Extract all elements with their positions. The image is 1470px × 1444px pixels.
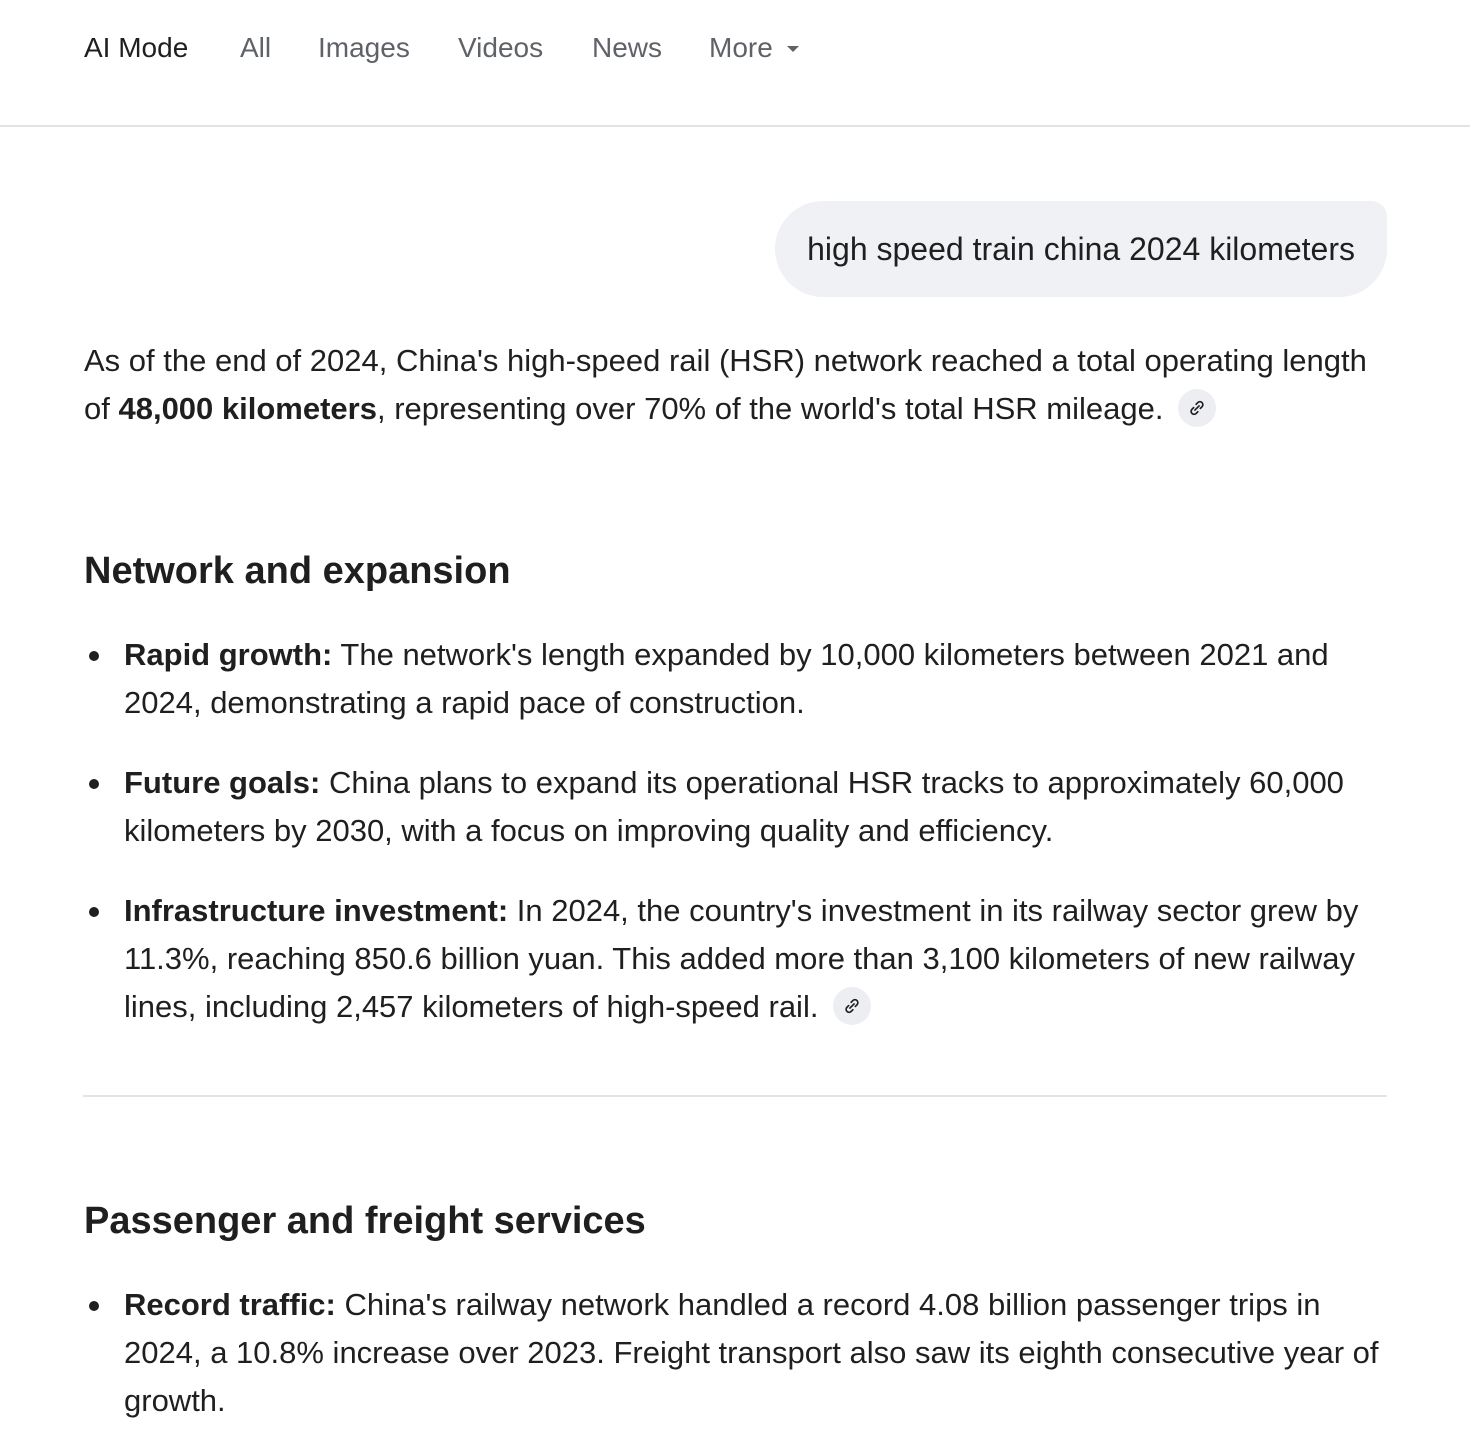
list-item: [84, 759, 1384, 855]
tab-news[interactable]: News: [592, 32, 663, 63]
section-heading: Network and expansion: [84, 550, 511, 592]
section-heading: Passenger and freight services: [84, 1200, 646, 1242]
source-link-button[interactable]: [1178, 389, 1216, 427]
list-item-label: Future goals:: [124, 765, 321, 800]
list-item: [84, 631, 1384, 727]
chevron-down-icon: [787, 46, 799, 52]
list-item-label: Rapid growth:: [124, 637, 333, 672]
tab-ai-mode[interactable]: AI Mode: [84, 32, 189, 63]
list-item-label: Record traffic:: [124, 1287, 336, 1322]
list-item: [84, 887, 1384, 1031]
list-item-text: In 2024, the country's investment in its railway sector grew by 11.3%, reaching 850.6 billion yuan. This added more than 3,100 kilometers of new railway lines, including 2,457 kilometers of high-speed rail.: [124, 893, 1359, 1024]
section-divider: [83, 1095, 1387, 1097]
list-item-text: China's railway network handled a record 4.08 billion passenger trips in 2024, a 10.8% increase over 2023. Freight transport also saw its eighth consecutive year of growth.: [124, 1287, 1379, 1418]
bullet-list: [84, 1281, 1384, 1444]
top-navigation: [0, 0, 1470, 127]
tab-more[interactable]: [709, 30, 799, 66]
list-item-text: China plans to expand its operational HSR tracks to approximately 60,000 kilometers by 2030, with a focus on improving quality and efficiency.: [124, 765, 1344, 848]
tab-images[interactable]: Images: [318, 32, 410, 63]
tab-more-label: More: [709, 32, 773, 63]
tab-videos[interactable]: Videos: [458, 32, 544, 63]
summary-highlight: 48,000 kilometers: [118, 391, 377, 426]
link-icon: [1187, 398, 1207, 418]
list-item: [84, 1281, 1384, 1425]
list-item-label: Infrastructure investment:: [124, 893, 509, 928]
bullet-list: [84, 631, 1384, 1063]
user-query-bubble: high speed train china 2024 kilometers: [775, 201, 1387, 297]
summary-paragraph: [84, 337, 1384, 433]
link-icon: [842, 996, 862, 1016]
summary-text-pre: As of the end of 2024, China's high-speed rail (HSR) network reached a total operating length of: [84, 343, 1367, 426]
list-item-text: The network's length expanded by 10,000 kilometers between 2021 and 2024, demonstrating a rapid pace of construction.: [124, 637, 1329, 720]
source-link-button[interactable]: [833, 987, 871, 1025]
tab-all[interactable]: All: [240, 32, 272, 63]
summary-text-post: , representing over 70% of the world's total HSR mileage.: [376, 391, 1164, 426]
